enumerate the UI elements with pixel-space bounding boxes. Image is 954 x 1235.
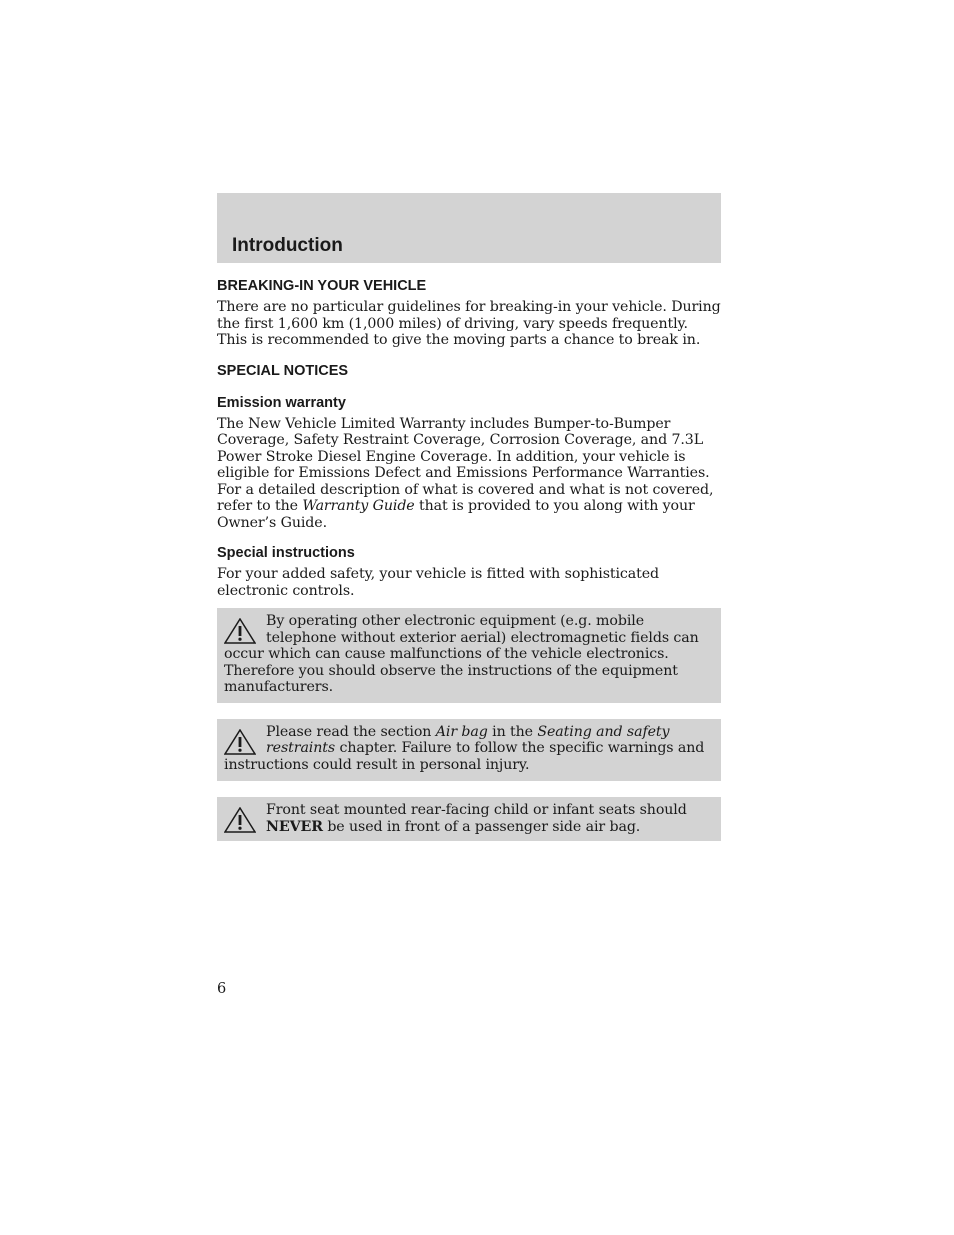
warning-triangle-icon [224,807,256,833]
breaking-in-body: There are no particular guidelines for breaking-in your vehicle. During the first 1,600 km (1,000 miles) of driving, vary speeds frequently. This is recommended to give the moving parts a chance to break in. [217,299,721,348]
warning-triangle-icon [224,618,256,644]
warning-text-airbag-section: Please read the section Air bag in the Seating and safety restraints chapter. Failure to follow the specific warnings and instructions could result in personal injury. [224,723,705,773]
page-content [217,276,722,841]
warning-box-child-seat [217,797,721,841]
special-notices-heading: SPECIAL NOTICES [217,362,349,379]
emission-warranty-body: The New Vehicle Limited Warranty includes Bumper-to-Bumper Coverage, Safety Restraint Coverage, Corrosion Coverage, and 7.3L Power Stroke Diesel Engine Coverage. In addition, your vehicle is eligible for Emissions Defect and Emissions Performance Warranties. For a detailed description of what is covered and what is not covered, refer to the Warranty Guide that is provided to you along with your Owner’s Guide. [217,415,714,531]
warranty-guide-title: Warranty Guide [302,498,415,514]
warning-box-electronics [217,608,721,703]
emission-warranty-heading: Emission warranty [217,394,346,411]
page-number: 6 [217,981,227,997]
breaking-in-heading: BREAKING-IN YOUR VEHICLE [217,278,427,294]
special-instructions-body: For your added safety, your vehicle is fitted with sophisticated electronic controls. [217,566,660,599]
special-instructions-heading: Special instructions [217,545,355,561]
warning-text-electronics: By operating other electronic equipment (e.g. mobile telephone without exterior aerial) electromagnetic fields can occur which can cause malfunctions of the vehicle electronics. Therefore you should observe the instructions of the equipment manufacturers. [224,613,699,695]
warning-box-airbag-section [217,719,721,782]
section-title: Introduction [232,235,343,256]
warning-triangle-icon [224,729,256,755]
warning-text-child-seat: Front seat mounted rear-facing child or infant seats should NEVER be used in front of a passenger side air bag. [266,802,687,835]
section-header-band [217,193,721,263]
